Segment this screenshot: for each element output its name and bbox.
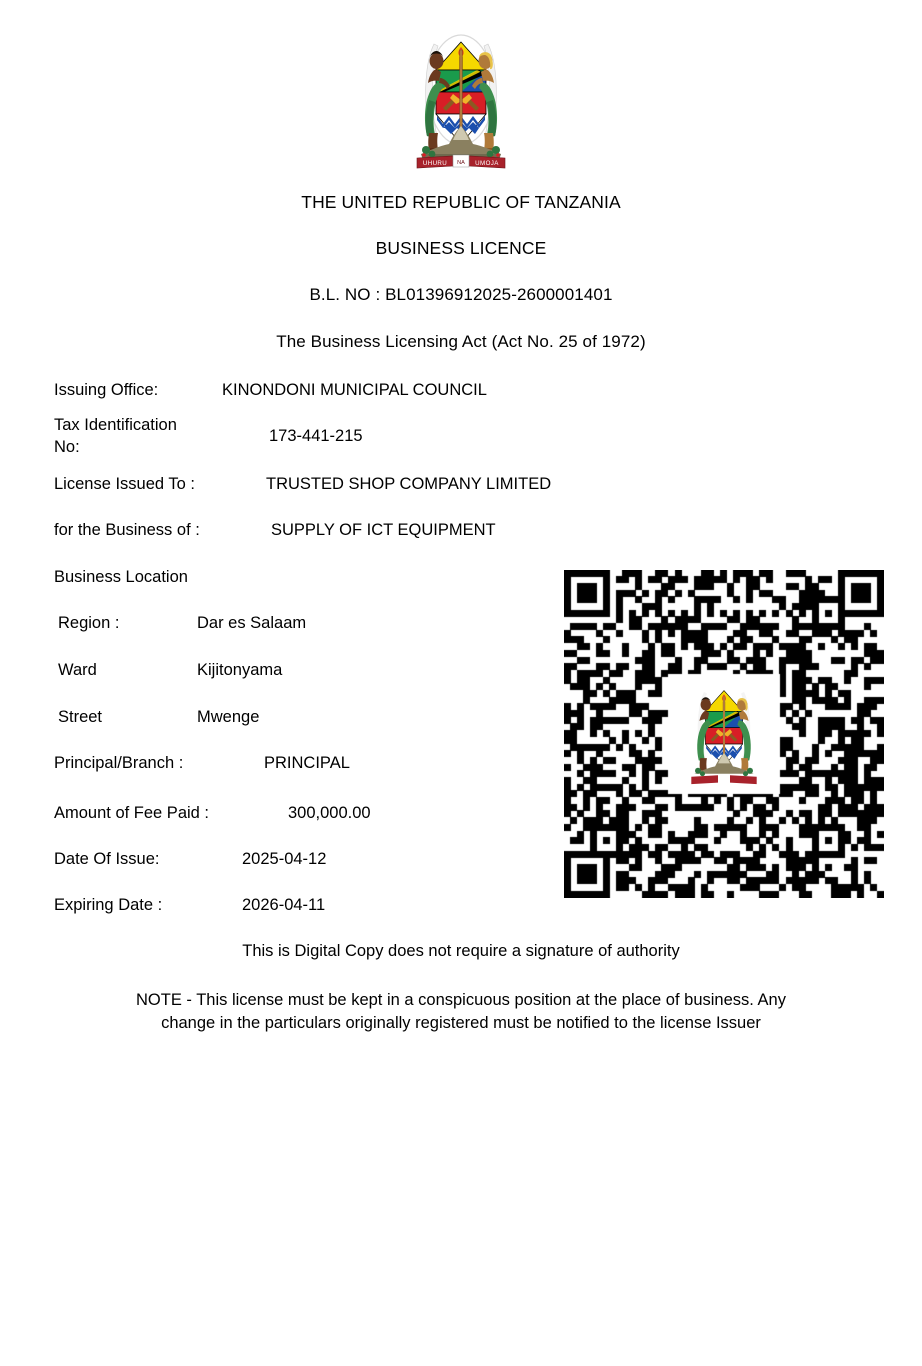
ward-label: Ward (58, 661, 97, 679)
licence-note: NOTE - This license must be kept in a conspicuous position at the place of business. Any change in the particulars originally registered must be notified to the license Issuer (136, 991, 786, 1032)
business-of-value: SUPPLY OF ICT EQUIPMENT (271, 521, 496, 539)
country-title: THE UNITED REPUBLIC OF TANZANIA (301, 192, 621, 212)
business-of-label: for the Business of : (54, 521, 200, 539)
license-issued-to-label: License Issued To : (54, 475, 195, 493)
principal-branch-label: Principal/Branch : (54, 754, 184, 772)
amount-of-fee-paid-value: 300,000.00 (288, 804, 371, 822)
expiring-date-label: Expiring Date : (54, 896, 163, 914)
street-label: Street (58, 708, 103, 726)
tax-identification-value: 173-441-215 (269, 427, 363, 445)
issuing-office-value: KINONDONI MUNICIPAL COUNCIL (222, 381, 487, 399)
issuing-office-label: Issuing Office: (54, 381, 159, 399)
region-label: Region : (58, 614, 120, 632)
ward-value: Kijitonyama (197, 661, 283, 679)
svg-text:NA: NA (457, 160, 465, 166)
svg-text:UMOJA: UMOJA (475, 160, 499, 167)
principal-branch-value: PRINCIPAL (264, 754, 350, 772)
street-value: Mwenge (197, 708, 260, 726)
document-title: BUSINESS LICENCE (375, 238, 547, 258)
licence-number: B.L. NO : BL01396912025-2600001401 (309, 285, 613, 304)
licensing-act: The Business Licensing Act (Act No. 25 of 1972) (276, 332, 646, 351)
tax-identification-label: Tax Identification No: (54, 416, 177, 456)
region-value: Dar es Salaam (197, 614, 307, 632)
business-location-label: Business Location (54, 568, 188, 586)
date-of-issue-value: 2025-04-12 (242, 850, 327, 868)
digital-copy-notice: This is Digital Copy does not require a signature of authority (242, 942, 680, 960)
qr-coat-of-arms-icon (672, 678, 776, 790)
amount-of-fee-paid-label: Amount of Fee Paid : (54, 804, 210, 822)
svg-text:UHURU: UHURU (422, 160, 448, 167)
qr-code[interactable] (564, 570, 884, 898)
expiring-date-value: 2026-04-11 (242, 896, 326, 914)
coat-of-arms-icon (391, 28, 531, 173)
coat-of-arms-header (0, 28, 922, 178)
license-issued-to-value: TRUSTED SHOP COMPANY LIMITED (266, 475, 552, 493)
date-of-issue-label: Date Of Issue: (54, 850, 160, 868)
